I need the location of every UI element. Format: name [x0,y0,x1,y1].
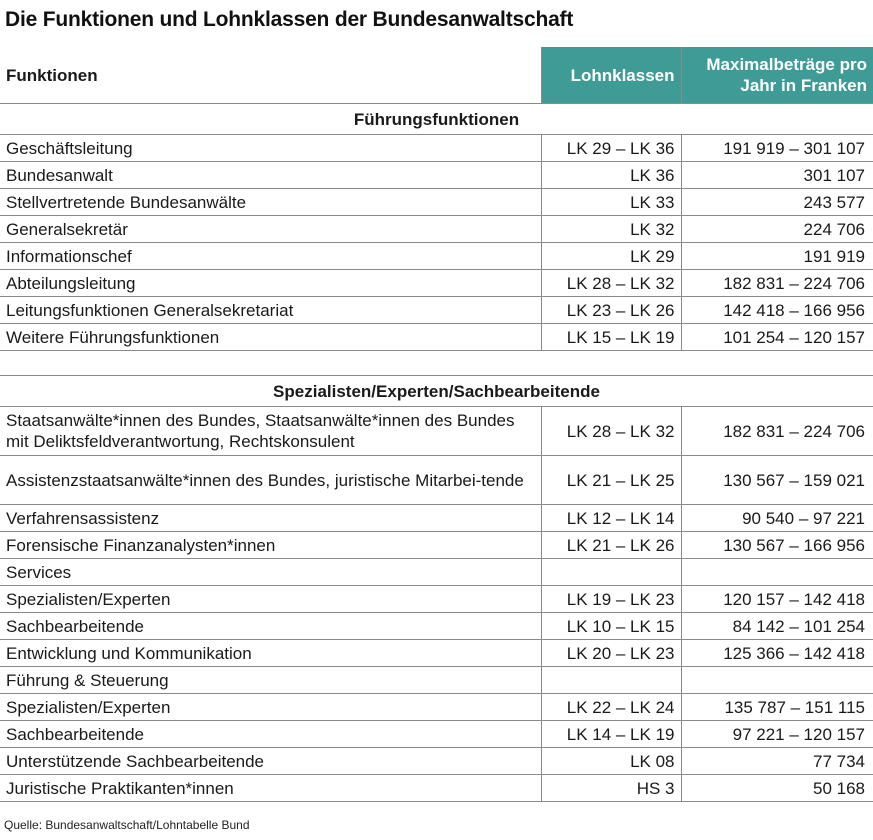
max-amount-cell: 101 254 – 120 157 [681,324,873,351]
header-max-amounts-line1: Maximalbeträge pro [706,55,867,74]
max-amount-cell: 182 831 – 224 706 [681,270,873,297]
function-cell: Forensische Finanzanalysten*innen [0,532,541,559]
salary-class-cell: LK 19 – LK 23 [541,586,681,613]
table-row [0,613,873,640]
salary-class-cell: LK 28 – LK 32 [541,270,681,297]
header-max-amounts-line2: Jahr in Franken [740,76,867,95]
salary-class-cell: LK 22 – LK 24 [541,694,681,721]
header-salary-classes: Lohnklassen [541,47,681,104]
section-title: Führungsfunktionen [0,104,873,135]
table-row [0,407,873,456]
function-cell: Spezialisten/Experten [0,586,541,613]
table-row [0,456,873,505]
function-cell: Führung & Steuerung [0,667,541,694]
salary-class-cell [541,667,681,694]
salary-table [0,47,873,802]
function-cell: Services [0,559,541,586]
salary-class-cell: LK 29 [541,243,681,270]
salary-class-cell: LK 23 – LK 26 [541,297,681,324]
max-amount-cell: 135 787 – 151 115 [681,694,873,721]
salary-class-cell: LK 20 – LK 23 [541,640,681,667]
max-amount-cell: 50 168 [681,775,873,802]
salary-class-cell: HS 3 [541,775,681,802]
max-amount-cell [681,559,873,586]
table-row [0,721,873,748]
function-cell: Informationschef [0,243,541,270]
max-amount-cell: 77 734 [681,748,873,775]
table-row [0,586,873,613]
salary-class-cell: LK 33 [541,189,681,216]
salary-class-cell: LK 14 – LK 19 [541,721,681,748]
page-title: Die Funktionen und Lohnklassen der Bundesanwaltschaft [5,8,574,31]
max-amount-cell: 130 567 – 159 021 [681,456,873,505]
salary-class-cell: LK 32 [541,216,681,243]
header-functions: Funktionen [0,47,541,104]
salary-class-cell: LK 10 – LK 15 [541,613,681,640]
function-cell: Unterstützende Sachbearbeitende [0,748,541,775]
table-row [0,559,873,586]
max-amount-cell: 191 919 [681,243,873,270]
table-row [0,162,873,189]
table-row [0,297,873,324]
function-cell: Abteilungsleitung [0,270,541,297]
function-cell: Sachbearbeitende [0,721,541,748]
salary-class-cell: LK 15 – LK 19 [541,324,681,351]
table-row [0,532,873,559]
max-amount-cell: 142 418 – 166 956 [681,297,873,324]
salary-class-cell: LK 08 [541,748,681,775]
function-cell: Spezialisten/Experten [0,694,541,721]
section-header-row [0,376,873,407]
max-amount-cell: 182 831 – 224 706 [681,407,873,456]
max-amount-cell: 84 142 – 101 254 [681,613,873,640]
salary-class-cell: LK 36 [541,162,681,189]
max-amount-cell: 97 221 – 120 157 [681,721,873,748]
table-row [0,135,873,162]
max-amount-cell: 243 577 [681,189,873,216]
salary-class-cell [541,559,681,586]
salary-class-cell: LK 21 – LK 25 [541,456,681,505]
salary-class-cell: LK 12 – LK 14 [541,505,681,532]
function-cell: Sachbearbeitende [0,613,541,640]
header-max-amounts [681,47,873,104]
table-row [0,775,873,802]
max-amount-cell: 301 107 [681,162,873,189]
table-header-row [0,47,873,104]
function-cell: Staatsanwälte*innen des Bundes, Staatsanwälte*innen des Bundes mit Deliktsfeldverantwortung, Rechtskonsulent [0,407,541,456]
max-amount-cell: 130 567 – 166 956 [681,532,873,559]
table-row [0,694,873,721]
table-row [0,505,873,532]
max-amount-cell: 120 157 – 142 418 [681,586,873,613]
function-cell: Leitungsfunktionen Generalsekretariat [0,297,541,324]
section-title: Spezialisten/Experten/Sachbearbeitende [0,376,873,407]
table-row [0,270,873,297]
table-row [0,324,873,351]
function-cell: Generalsekretär [0,216,541,243]
table-row [0,216,873,243]
max-amount-cell [681,667,873,694]
table-row [0,243,873,270]
section-spacer [0,351,873,376]
salary-class-cell: LK 29 – LK 36 [541,135,681,162]
function-cell: Verfahrensassistenz [0,505,541,532]
function-cell: Bundesanwalt [0,162,541,189]
spacer-cell [0,351,873,376]
function-cell: Weitere Führungsfunktionen [0,324,541,351]
salary-class-cell: LK 21 – LK 26 [541,532,681,559]
source-note: Quelle: Bundesanwaltschaft/Lohntabelle Bund [4,818,250,832]
max-amount-cell: 191 919 – 301 107 [681,135,873,162]
section-header-row [0,104,873,135]
max-amount-cell: 90 540 – 97 221 [681,505,873,532]
function-cell: Assistenzstaatsanwälte*innen des Bundes, juristische Mitarbei-tende [0,456,541,505]
function-cell: Geschäftsleitung [0,135,541,162]
table-row [0,640,873,667]
salary-class-cell: LK 28 – LK 32 [541,407,681,456]
function-cell: Entwicklung und Kommunikation [0,640,541,667]
function-cell: Juristische Praktikanten*innen [0,775,541,802]
max-amount-cell: 224 706 [681,216,873,243]
table-body [0,104,873,802]
table-row [0,667,873,694]
function-cell: Stellvertretende Bundesanwälte [0,189,541,216]
table-row [0,189,873,216]
table-row [0,748,873,775]
max-amount-cell: 125 366 – 142 418 [681,640,873,667]
